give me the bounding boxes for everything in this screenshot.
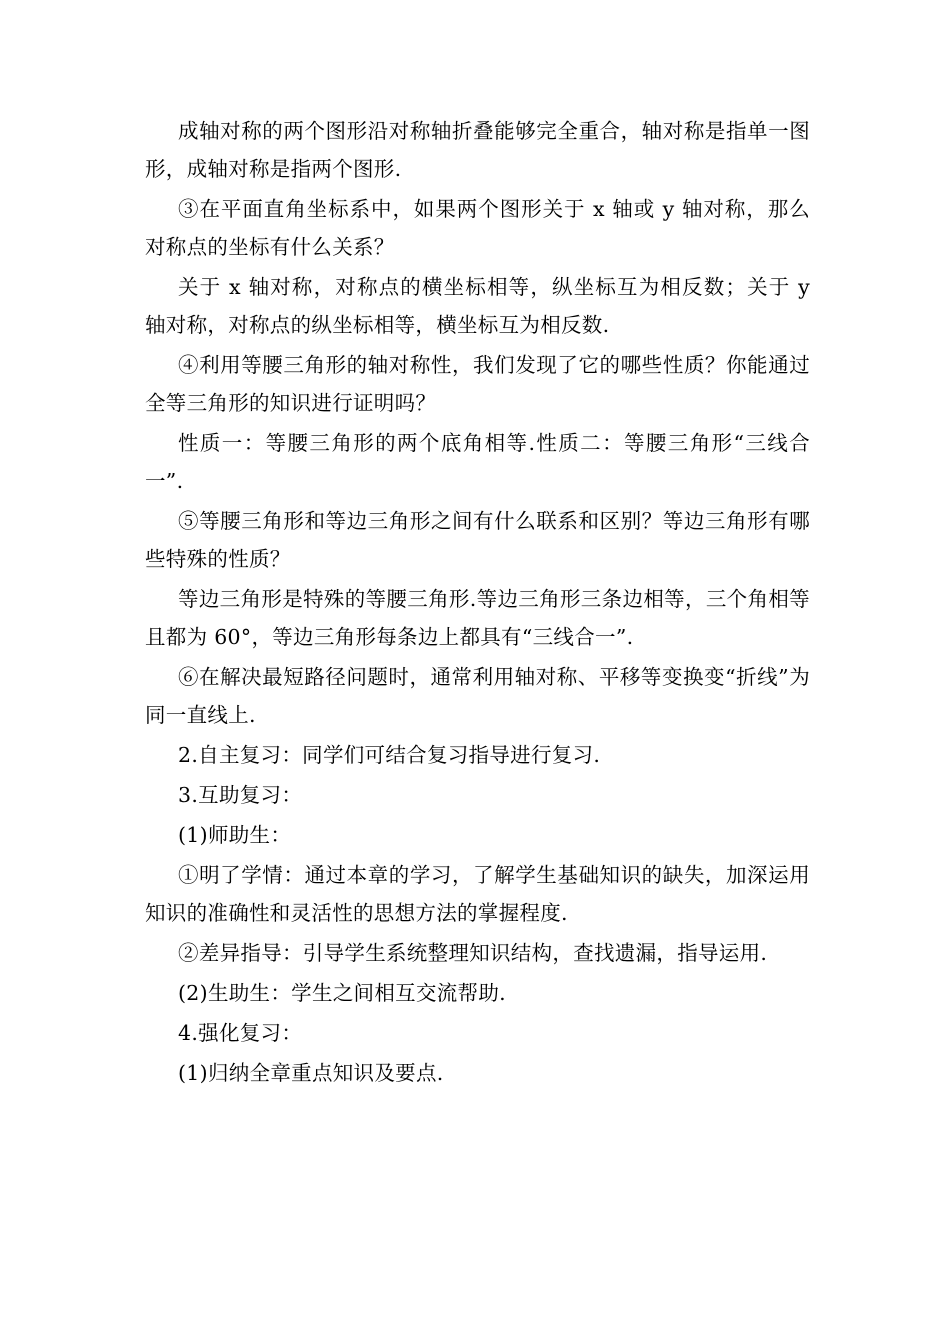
paragraph-student-helps: (2)生助生：学生之间相互交流帮助. — [178, 981, 506, 1005]
document-body — [145, 112, 810, 1094]
paragraph-self-review: 2.自主复习：同学们可结合复习指导进行复习. — [178, 743, 601, 767]
paragraph-axial-symmetry-definition: 成轴对称的两个图形沿对称轴折叠能够完全重合，轴对称是指单一图形，成轴对称是指两个图形. — [145, 119, 810, 181]
paragraph-learning-situation: ①明了学情：通过本章的学习，了解学生基础知识的缺失，加深运用知识的准确性和灵活性的思想方法的掌握程度. — [145, 863, 810, 925]
paragraph-answer-3: 关于 x 轴对称，对称点的横坐标相等，纵坐标互为相反数；关于 y 轴对称，对称点的纵坐标相等，横坐标互为相反数. — [145, 275, 810, 337]
paragraph-teacher-helps: (1)师助生： — [178, 823, 292, 847]
paragraph-differentiated-guidance: ②差异指导：引导学生系统整理知识结构，查找遗漏，指导运用. — [178, 941, 768, 965]
paragraph-question-3: ③在平面直角坐标系中，如果两个图形关于 x 轴或 y 轴对称，那么对称点的坐标有什么关系？ — [145, 197, 810, 259]
paragraph-summarize-key-points: (1)归纳全章重点知识及要点. — [178, 1061, 444, 1085]
paragraph-question-4: ④利用等腰三角形的轴对称性，我们发现了它的哪些性质？你能通过全等三角形的知识进行证明吗？ — [145, 353, 810, 415]
paragraph-question-5: ⑤等腰三角形和等边三角形之间有什么联系和区别？等边三角形有哪些特殊的性质？ — [145, 509, 810, 571]
paragraph-mutual-review: 3.互助复习： — [178, 783, 303, 807]
paragraph-item-6: ⑥在解决最短路径问题时，通常利用轴对称、平移等变换变“折线”为同一直线上. — [145, 665, 810, 727]
paragraph-answer-4: 性质一：等腰三角形的两个底角相等.性质二：等腰三角形“三线合一”. — [145, 431, 810, 493]
paragraph-intensive-review: 4.强化复习： — [178, 1021, 303, 1045]
paragraph-answer-5: 等边三角形是特殊的等腰三角形.等边三角形三条边相等，三个角相等且都为 60°，等边三角形每条边上都具有“三线合一”. — [145, 587, 810, 649]
